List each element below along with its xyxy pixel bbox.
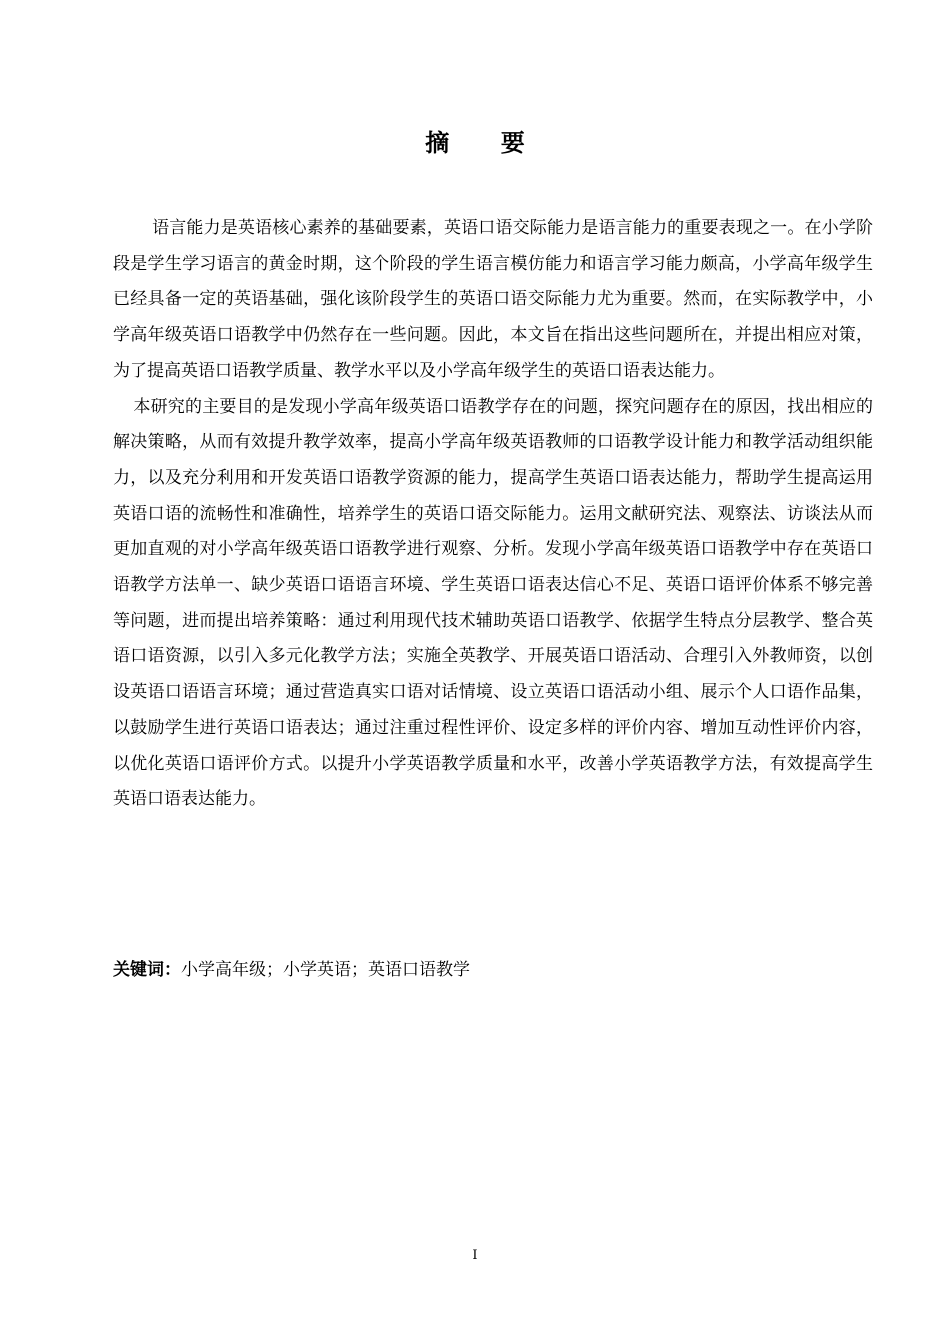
page-number: I <box>472 1248 478 1263</box>
abstract-paragraph-2: 本研究的主要目的是发现小学高年级英语口语教学存在的问题，探究问题存在的原因，找出相应的解决策略，从而有效提升教学效率，提高小学高年级英语教师的口语教学设计能力和教学活动组织能力，以及充分利用和开发英语口语教学资源的能力，提高学生英语口语表达能力，帮助学生提高运用英语口语的流畅性和准确性，培养学生的英语口语交际能力。运用文献研究法、观察法、访谈法从而更加直观的对小学高年级英语口语教学进行观察、分析。发现小学高年级英语口语教学中存在英语口语教学方法单一、缺少英语口语语言环境、学生英语口语表达信心不足、英语口语评价体系不够完善等问题，进而提出培养策略：通过利用现代技术辅助英语口语教学、依据学生特点分层教学、整合英语口语资源，以引入多元化教学方法；实施全英教学、开展英语口语活动、合理引入外教师资，以创设英语口语语言环境；通过营造真实口语对话情境、设立英语口语活动小组、展示个人口语作品集，以鼓励学生进行英语口语表达；通过注重过程性评价、设定多样的评价内容、增加互动性评价内容，以优化英语口语评价方式。以提升小学英语教学质量和水平，改善小学英语教学方法，有效提高学生英语口语表达能力。 <box>113 396 873 810</box>
keywords-line <box>113 956 873 984</box>
abstract-body <box>113 211 873 818</box>
keywords-label: 关键词： <box>113 960 181 980</box>
abstract-paragraph-1: 语言能力是英语核心素养的基础要素，英语口语交际能力是语言能力的重要表现之一。在小学阶段是学生学习语言的黄金时期，这个阶段的学生语言模仿能力和语言学习能力颇高，小学高年级学生已经具备一定的英语基础，强化该阶段学生的英语口语交际能力尤为重要。然而，在实际教学中，小学高年级英语口语教学中仍然存在一些问题。因此，本文旨在指出这些问题所在，并提出相应对策，为了提高英语口语教学质量、教学水平以及小学高年级学生的英语口语表达能力。 <box>113 218 873 381</box>
page-title: 摘 要 <box>425 129 547 157</box>
keywords-value: 小学高年级；小学英语；英语口语教学 <box>181 960 470 980</box>
